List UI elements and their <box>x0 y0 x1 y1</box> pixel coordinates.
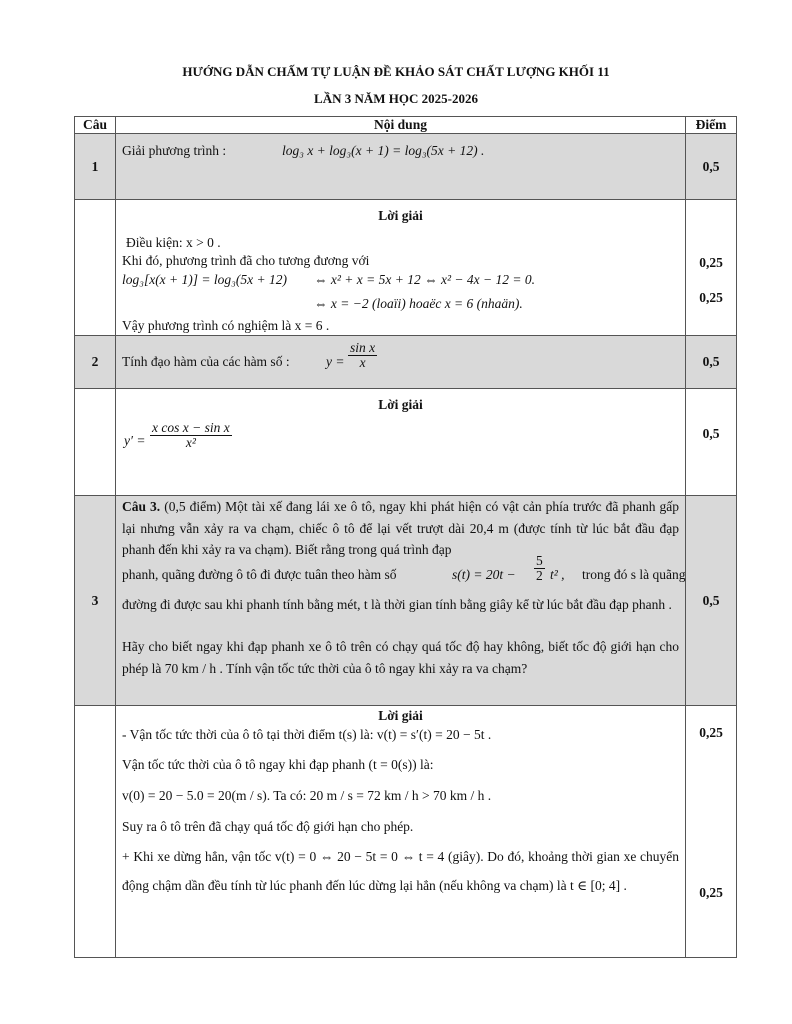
q1-number: 1 <box>75 134 116 200</box>
q3-text-2a: phanh, quãng đường ô tô đi được tuân theo hàm số <box>122 567 397 582</box>
q3-text-3: đường đi được sau khi phanh tính bằng mét, t là thời gian tính bằng giây kể từ lúc bắt đầu đạp phanh . <box>122 597 672 612</box>
q3-label: Câu 3. <box>122 499 161 514</box>
q2-derivative-numerator: x cos x − sin x <box>152 420 230 435</box>
q2-derivative-lhs: y′ = <box>124 433 146 448</box>
q2-prompt: Tính đạo hàm của các hàm số : <box>122 354 290 369</box>
doc-title-line1: HƯỚNG DẪN CHẤM TỰ LUẬN ĐỀ KHẢO SÁT CHẤT LƯỢNG KHỐI 11 <box>182 64 610 79</box>
doc-title-line2: LẦN 3 NĂM HỌC 2025-2026 <box>314 91 478 106</box>
q3-answer-1: - Vận tốc tức thời của ô tô tại thời điểm t(s) là: v(t) = s′(t) = 20 − 5t . <box>122 727 492 742</box>
q1-equation: log₃ x + log₃(x + 1) = log₃(5x + 12) . <box>282 143 485 158</box>
header-diem: Điểm <box>686 117 737 134</box>
q3-paragraph-1 <box>122 496 679 561</box>
q1-prompt: Giải phương trình : <box>122 143 227 158</box>
q3-solution-row <box>75 706 737 958</box>
q2-solution-title: Lời giải <box>378 397 423 412</box>
q2-fraction-numerator: sin x <box>350 340 376 355</box>
q3-row <box>75 496 737 706</box>
q2-y-eq: y = <box>326 354 345 369</box>
q1-line-log-b: ⇔ x² + x = 5x + 12 ⇔ x² − 4x − 12 = 0. <box>314 272 535 287</box>
q3-function-tail: t² , <box>550 567 565 582</box>
q3-frac-den: 2 <box>536 568 543 583</box>
q3-score-2: 0,25 <box>699 885 723 900</box>
q2-number: 2 <box>75 336 116 389</box>
q3-answer-2: Vận tốc tức thời của ô tô ngay khi đạp phanh (t = 0(s)) là: <box>122 757 434 772</box>
q3-number: 3 <box>75 496 116 706</box>
q1-solution-title: Lời giải <box>378 208 423 223</box>
grading-table <box>74 116 737 958</box>
header-noidung: Nội dung <box>116 117 686 134</box>
q1-row <box>75 134 737 200</box>
q3-prompt-cell <box>116 496 686 706</box>
q3-score: 0,5 <box>686 496 737 706</box>
q3-answer-5: + Khi xe dừng hẳn, vận tốc v(t) = 0 ⇔ 20 − 5t = 0 ⇔ t = 4 (giây). Do đó, khoảng thời gian xe chuyển động chậm dần đều tính từ lúc phanh đến lúc dừng lại hẳn (nếu không va chạm) là t ∈ [0; 4] . <box>122 849 679 893</box>
table-header-row <box>75 117 737 134</box>
q1-score-1: 0,25 <box>699 255 723 270</box>
q2-derivative-denominator: x² <box>185 435 196 450</box>
q2-solution-score: 0,5 <box>702 426 720 441</box>
q1-solution-scores <box>686 200 737 336</box>
q2-prompt-cell <box>116 336 686 389</box>
q2-solution-score-cell <box>686 389 737 496</box>
q3-solution-cell <box>116 706 686 958</box>
q3-score-1: 0,25 <box>699 725 723 740</box>
q3-solution-scores <box>686 706 737 958</box>
q2-fraction-denominator: x <box>359 355 366 370</box>
q1-line-conclusion: Vậy phương trình có nghiệm là x = 6 . <box>122 318 330 333</box>
q1-solution-cell <box>116 200 686 336</box>
q1-line-log-a: log₃[x(x + 1)] = log₃(5x + 12) <box>122 272 287 287</box>
q2-solution-row <box>75 389 737 496</box>
q3-answer-3: v(0) = 20 − 5.0 = 20(m / s). Ta có: 20 m / s = 72 km / h > 70 km / h . <box>122 788 492 803</box>
q1-line-equivalent: Khi đó, phương trình đã cho tương đương với <box>122 253 370 268</box>
q3-frac-num: 5 <box>536 553 543 568</box>
q1-line-condition: Điều kiện: x > 0 . <box>126 235 221 250</box>
q1-prompt-cell <box>116 134 686 200</box>
q2-score: 0,5 <box>686 336 737 389</box>
q3-function: s(t) = 20t − <box>452 567 516 582</box>
q3-solution-title: Lời giải <box>378 708 423 723</box>
q3-text-2b: trong đó s là quãng <box>582 567 686 582</box>
q3-text-4: Hãy cho biết ngay khi đạp phanh xe ô tô trên có chạy quá tốc độ hay không, biết tốc độ giới hạn cho phép là 70 km / h . Tính vận tốc tức thời của ô tô ngay khi xảy ra va chạm? <box>122 639 679 676</box>
q2-row <box>75 336 737 389</box>
q3-answer-4: Suy ra ô tô trên đã chạy quá tốc độ giới hạn cho phép. <box>122 819 414 834</box>
q2-solution-cell <box>116 389 686 496</box>
header-cau: Câu <box>75 117 116 134</box>
q3-text-1: (0,5 điểm) Một tài xế đang lái xe ô tô, ngay khi phát hiện có vật cản phía trước đã phanh gấp lại nhưng vẫn xảy ra va chạm, chiếc ô tô để lại vết trượt dài 20,4 m (được tính từ lúc bắt đầu đạp phanh đến khi xảy ra va chạm). Biết rằng trong quá trình đạp <box>122 499 680 557</box>
q1-score: 0,5 <box>686 134 737 200</box>
q1-solution-row <box>75 200 737 336</box>
q1-score-2: 0,25 <box>699 290 723 305</box>
q1-line-roots: ⇔ x = −2 (loaïi) hoaëc x = 6 (nhaän). <box>314 296 523 311</box>
